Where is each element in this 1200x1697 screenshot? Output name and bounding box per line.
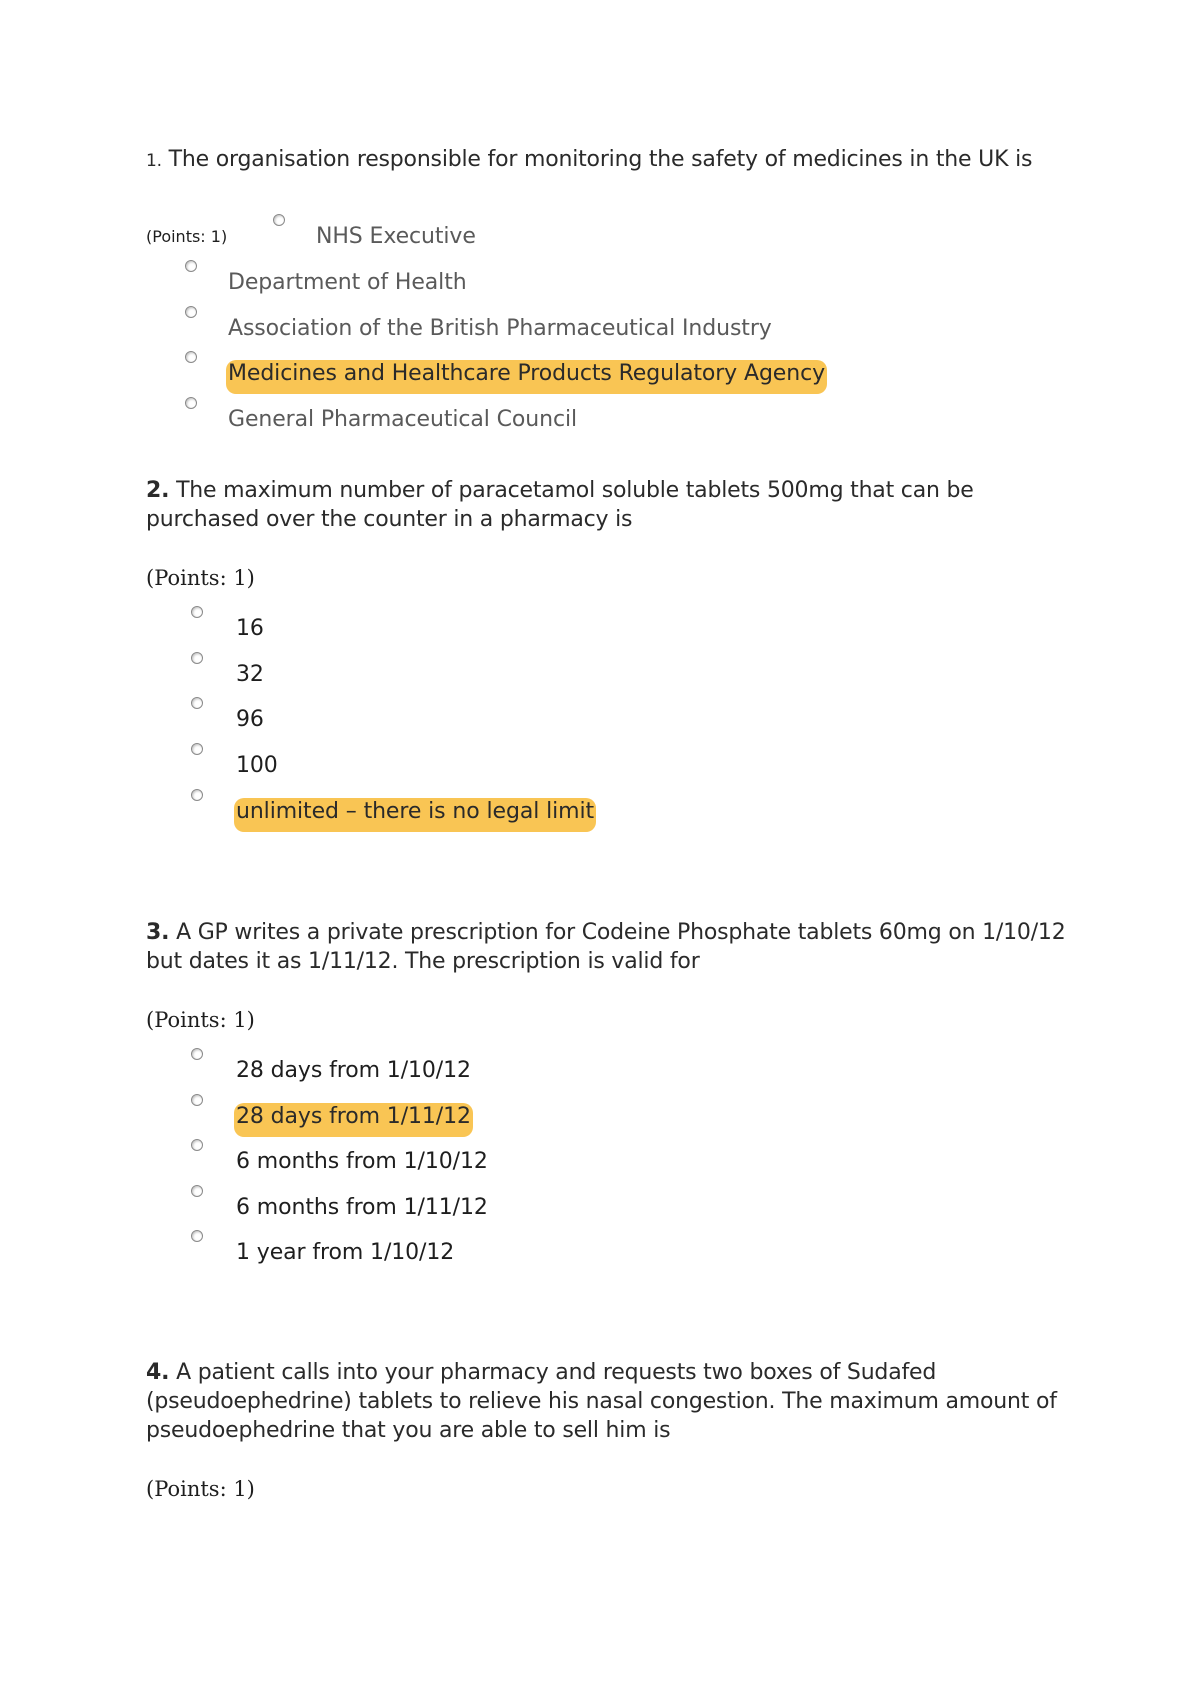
radio-button[interactable]: [191, 1139, 203, 1151]
answer-label: 6 months from 1/10/12: [236, 1149, 488, 1174]
question-number: 2.: [146, 478, 170, 503]
radio-button[interactable]: [191, 789, 203, 801]
answer-label-highlighted: Medicines and Healthcare Products Regulatory Agency: [226, 360, 827, 394]
question-2-text: [146, 476, 1066, 534]
radio-button[interactable]: [191, 1185, 203, 1197]
radio-button[interactable]: [273, 214, 285, 226]
answer-label: 28 days from 1/10/12: [236, 1058, 471, 1083]
question-number: 1.: [146, 151, 162, 171]
answer-label-highlighted: unlimited – there is no legal limit: [234, 798, 596, 832]
radio-button[interactable]: [191, 743, 203, 755]
answer-label: General Pharmaceutical Council: [228, 407, 577, 432]
radio-button[interactable]: [191, 652, 203, 664]
question-prompt: The organisation responsible for monitoring the safety of medicines in the UK is: [168, 147, 1033, 172]
radio-button[interactable]: [191, 1094, 203, 1106]
radio-button[interactable]: [191, 606, 203, 618]
radio-button[interactable]: [185, 260, 197, 272]
answer-label: Association of the British Pharmaceutical Industry: [228, 316, 772, 341]
answer-label: 16: [236, 616, 264, 641]
radio-button[interactable]: [191, 1048, 203, 1060]
radio-button[interactable]: [185, 306, 197, 318]
radio-button[interactable]: [185, 397, 197, 409]
answer-label: 96: [236, 707, 264, 732]
answer-label: NHS Executive: [316, 224, 476, 249]
question-prompt: The maximum number of paracetamol soluble tablets 500mg that can be purchased over the counter in a pharmacy is: [146, 478, 974, 532]
answer-label: 100: [236, 753, 278, 778]
question-number: 3.: [146, 920, 170, 945]
answer-label: Department of Health: [228, 270, 467, 295]
answer-label: 1 year from 1/10/12: [236, 1240, 455, 1265]
question-1-points: (Points: 1): [146, 227, 228, 246]
question-number: 4.: [146, 1360, 170, 1385]
answer-label: 32: [236, 662, 264, 687]
question-3-points: (Points: 1): [146, 1008, 255, 1032]
radio-button[interactable]: [185, 351, 197, 363]
question-2-points: (Points: 1): [146, 566, 255, 590]
question-4-points: (Points: 1): [146, 1477, 255, 1501]
radio-button[interactable]: [191, 697, 203, 709]
question-prompt: A patient calls into your pharmacy and requests two boxes of Sudafed (pseudoephedrine) tablets to relieve his nasal congestion. The maximum amount of pseudoephedrine that you are able to sell him is: [146, 1360, 1057, 1443]
question-3-text: [146, 918, 1066, 976]
radio-button[interactable]: [191, 1230, 203, 1242]
question-prompt: A GP writes a private prescription for Codeine Phosphate tablets 60mg on 1/10/12 but dates it as 1/11/12. The prescription is valid for: [146, 920, 1066, 974]
answer-label: 6 months from 1/11/12: [236, 1195, 488, 1220]
question-1-text: [146, 145, 1066, 176]
question-4-text: [146, 1358, 1066, 1445]
answer-label-highlighted: 28 days from 1/11/12: [234, 1103, 473, 1137]
